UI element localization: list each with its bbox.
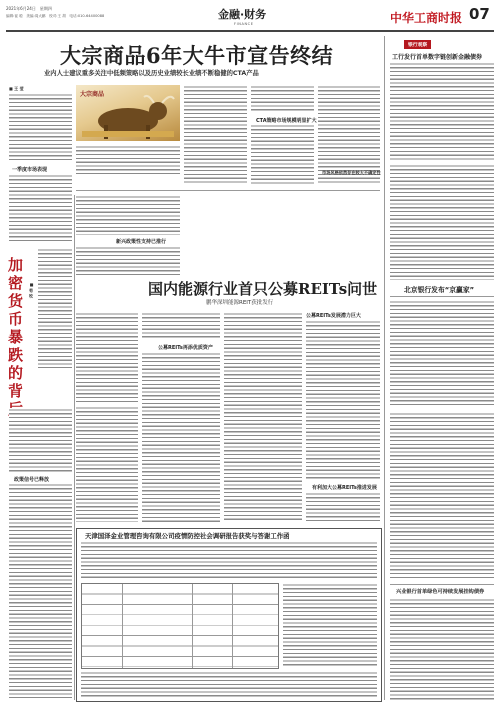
lead-subhead: 业内人士建议重多关注中低频策略以及历史业绩较长业绩不断稳健的CTA产品 bbox=[44, 70, 259, 77]
reits-headline: 国内能源行业首只公募REITs问世 bbox=[148, 280, 378, 298]
sidebar-body-1 bbox=[390, 62, 494, 160]
commentary-subhead-1: 政策信号已释放 bbox=[14, 477, 50, 483]
commentary-title bbox=[8, 256, 24, 418]
lead-col1-subhead: 一季度市场表现 bbox=[12, 167, 48, 173]
notice-table-col-div bbox=[122, 584, 123, 668]
reits-subhead-1: 公募REITs再添优质资产 bbox=[158, 345, 213, 351]
sidebar-body-2b bbox=[390, 412, 494, 580]
notice-title: 天津国泽金业管理咨询有限公司疫情防控社会调研报告获奖与答谢工作函 bbox=[85, 532, 290, 540]
lead-subhead-cta: CTA策略市场规模明显扩大 bbox=[256, 118, 317, 124]
reits-body-col1 bbox=[76, 312, 138, 402]
lead-body-col1-cont bbox=[9, 174, 72, 242]
reits-body-col4b bbox=[306, 492, 380, 522]
sidebar-title-2: 北京银行发布“京赢家” bbox=[404, 286, 475, 294]
editor-line: 编辑:崔 聪 美编:周大鹏 校对:王 胡 电话:010-64400088 bbox=[6, 14, 105, 18]
photo-caption: 大宗商品 bbox=[80, 91, 105, 98]
commentary-body-4 bbox=[76, 246, 180, 276]
sidebar-label: 银行观察 bbox=[404, 40, 431, 49]
notice-footer bbox=[81, 671, 377, 697]
reits-subhead: 鹏华深圳能源REIT获批发行 bbox=[206, 300, 274, 306]
commentary-body-3 bbox=[76, 195, 180, 235]
header-rule bbox=[6, 30, 494, 32]
divider-right bbox=[384, 36, 385, 700]
commentary-body-top bbox=[38, 248, 72, 368]
lead-body-col4 bbox=[251, 85, 314, 113]
reits-body-col2a bbox=[142, 312, 220, 340]
reits-subhead-3: 有利加大公募REITs推进发展 bbox=[312, 485, 377, 491]
notice-body-right bbox=[283, 583, 377, 667]
commentary-body-1 bbox=[9, 408, 72, 473]
section-subtitle: FINANCE bbox=[234, 22, 254, 26]
date-line: 2021年6月24日 星期四 bbox=[6, 6, 52, 11]
masthead bbox=[0, 0, 500, 34]
lead-body-col3 bbox=[184, 85, 247, 183]
reits-body-col4 bbox=[306, 320, 380, 480]
reits-subhead-2: 公募REITs发展潜力巨大 bbox=[306, 313, 361, 319]
sidebar-title-3: 兴业银行首单绿色可持续发展挂钩债券 bbox=[396, 589, 485, 595]
notice-box bbox=[76, 528, 382, 702]
notice-table bbox=[81, 583, 279, 669]
commentary-byline: ■ 荀 牧 bbox=[29, 282, 34, 298]
sidebar-title-1: 工行发行首单数字链创新金融债券 bbox=[392, 54, 483, 61]
lead-subhead-style: 市场风格依然存在较大不确定性 bbox=[322, 170, 381, 175]
commentary-subhead-2: 新兴政策性支持已推行 bbox=[116, 239, 167, 245]
section-title: 金融·财务 bbox=[218, 8, 267, 21]
notice-table-col-div bbox=[232, 584, 233, 668]
lead-byline: ■ 王 莹 bbox=[9, 86, 24, 91]
paper-name: 中华工商时报 bbox=[390, 11, 463, 25]
commentary-title-text: 加密货币暴跌的背 bbox=[8, 256, 24, 400]
page-number: 07 bbox=[469, 5, 490, 23]
lead-photo bbox=[76, 85, 180, 141]
divider-lead bbox=[76, 190, 380, 191]
lead-body-col2 bbox=[76, 145, 180, 177]
sidebar-body-2 bbox=[390, 300, 494, 408]
lead-body-col1 bbox=[9, 93, 72, 163]
reits-body-col0 bbox=[76, 406, 138, 522]
divider-left bbox=[74, 195, 75, 700]
reits-body-col3 bbox=[224, 312, 302, 522]
reits-body-col2b bbox=[142, 352, 220, 522]
lead-headline: 大宗商品6年大牛市宣告终结 bbox=[60, 43, 334, 68]
sidebar-body-3 bbox=[390, 598, 494, 700]
notice-body bbox=[81, 541, 377, 579]
notice-table-col-div bbox=[192, 584, 193, 668]
sidebar-divider-1 bbox=[390, 296, 494, 297]
commentary-body-2 bbox=[9, 483, 72, 698]
sidebar-divider-2 bbox=[390, 584, 494, 585]
lead-body-col4b bbox=[251, 124, 314, 184]
sidebar-body-1b bbox=[390, 164, 494, 280]
